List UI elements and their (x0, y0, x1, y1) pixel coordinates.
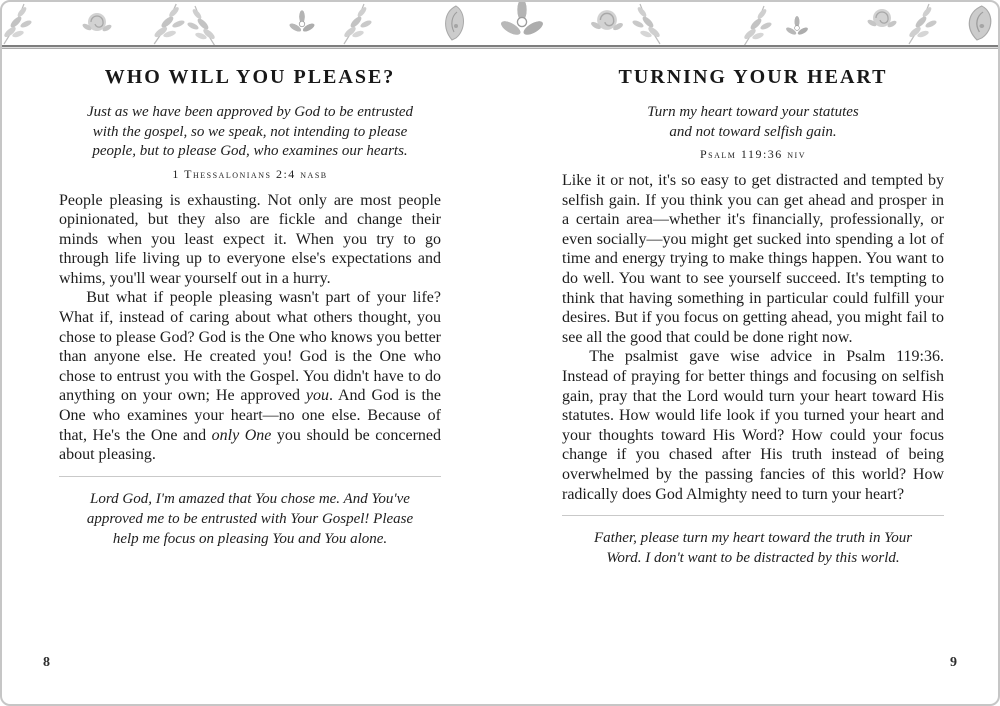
left-prayer-line: approved me to be entrusted with Your Gospel! Please (86, 510, 414, 527)
left-body-paragraph: But what if people pleasing wasn't part of your life? What if, instead of caring about what others thought, you chose to please God? God is the One who knows you better than anyone else. He created you! God is the One who chose to entrust you with the Gospel. You didn't have to do anything on your own; He approved you. And God is the One who examines your heart—no one else. Because of that, He's the One and only One you should be concerned about pleasing. (59, 289, 442, 464)
right-prayer-line: Father, please turn my heart toward the truth in Your (593, 530, 913, 547)
right-prayer-line: Word. I don't want to be distracted by this world. (606, 550, 900, 567)
left-prayer (59, 489, 441, 549)
left-epigraph-line: Just as we have been approved by God to be entrusted (86, 104, 414, 120)
right-epigraph-line: and not toward selfish gain. (669, 123, 837, 140)
right-page (562, 66, 944, 568)
left-epigraph-line: with the gospel, so we speak, not intending to please (92, 123, 408, 140)
left-page-title: WHO WILL YOU PLEASE? (104, 66, 396, 88)
left-scripture-reference: 1 Thessalonians 2:4 nasb (172, 166, 328, 181)
left-epigraph-line: people, but to please God, who examines our hearts. (92, 143, 408, 159)
right-prayer-divider (562, 515, 944, 516)
floral-pattern-art (2, 2, 998, 45)
left-prayer-line: help me focus on pleasing You and You alone. (112, 530, 388, 547)
right-page-title: TURNING YOUR HEART (618, 66, 888, 88)
right-page-number: 9 (950, 655, 957, 670)
left-prayer-line: Lord God, I'm amazed that You chose me. And You've (90, 490, 410, 507)
right-scripture-reference: Psalm 119:36 niv (699, 147, 806, 161)
left-page (59, 66, 441, 549)
left-epigraph (59, 103, 441, 162)
header-divider-rule (2, 45, 998, 49)
right-prayer (562, 528, 944, 568)
left-page-number: 8 (43, 655, 50, 670)
left-prayer-divider (59, 476, 441, 477)
right-epigraph-line: Turn my heart toward your statutes (647, 104, 859, 120)
right-body-paragraph: Like it or not, it's so easy to get distracted and tempted by selfish gain. If you think you can get ahead and prosper in a certain area—whether it's financially, professionally, or even socially—you might get sucked into spending a lot of time and energy trying to make things happen. You want to do well. You want to see yourself succeed. It's tempting to think that having something in particular could fulfill your desires. But if you focus on getting ahead, you might fail to see all the good that could be done right now. (562, 172, 944, 346)
floral-header-band (2, 2, 998, 45)
right-body-paragraph: The psalmist gave wise advice in Psalm 119:36. Instead of praying for better things and focusing on selfish gain, pray that the Lord would turn your heart toward His statutes. How would life look if you turned your heart and your thoughts toward His Word? How could your focus change if you chased after His truth instead of being overwhelmed by the passing fancies of this world? How radically does God Almighty need to turn your heart? (562, 348, 944, 503)
right-epigraph (562, 103, 944, 142)
left-body-paragraph: People pleasing is exhausting. Not only are most people opinionated, but they also are fickle and change their minds when you least expect it. When you try to go through life living up to everyone else's expectations and whims, you'll wear yourself out in a hurry. (59, 191, 441, 287)
